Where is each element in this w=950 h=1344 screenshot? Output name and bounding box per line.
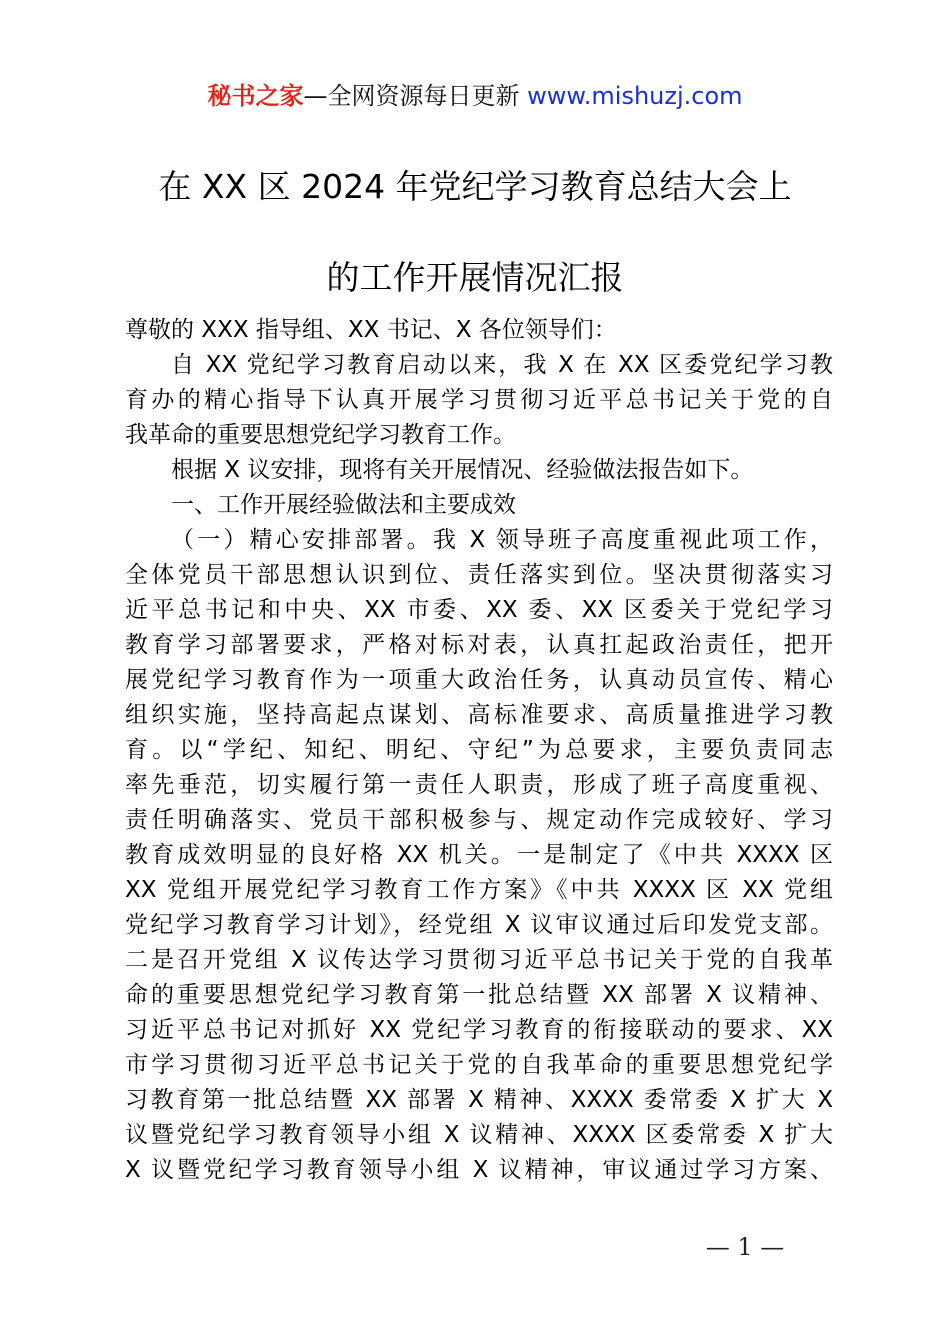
paragraph-line: 展党纪学习教育作为一项重大政治任务，认真动员宣传、精心 (125, 667, 833, 693)
paragraph-line: 近平总书记和中央、XX 市委、XX 委、XX 区委关于党纪学习 (125, 597, 833, 623)
header-tagline: —全网资源每日更新 (303, 82, 528, 110)
paragraph-line: （一）精心安排部署。我 X 领导班子高度重视此项工作， (171, 527, 833, 553)
paragraph-line: XX 党组开展党纪学习教育工作方案》《中共 XXXX 区 XX 党组 (125, 877, 833, 903)
site-url-link[interactable]: www.mishuzj.com (527, 82, 743, 110)
paragraph-line: 育。以“学纪、知纪、明纪、守纪”为总要求，主要负责同志 (125, 737, 833, 763)
paragraph-line: 市学习贯彻习近平总书记关于党的自我革命的重要思想党纪学 (125, 1052, 833, 1078)
paragraph-line: 组织实施，坚持高起点谋划、高标准要求、高质量推进学习教 (125, 702, 833, 728)
paragraph-line: 二是召开党组 X 议传达学习贯彻习近平总书记关于党的自我革 (125, 947, 833, 973)
paragraph-line: 议暨党纪学习教育领导小组 X 议精神、XXXX 区委常委 X 扩大 (125, 1122, 833, 1148)
paragraph-line: 党纪学习教育学习计划》，经党组 X 议审议通过后印发党支部。 (125, 912, 833, 938)
brand-name: 秘书之家 (207, 82, 304, 110)
paragraph-line: 育办的精心指导下认真开展学习贯彻习近平总书记关于党的自 (125, 387, 833, 413)
paragraph-line: 习教育第一批总结暨 XX 部署 X 精神、XXXX 委常委 X 扩大 X (125, 1087, 833, 1113)
page-number: — 1 — (705, 1233, 785, 1261)
section-heading: 一、工作开展经验做法和主要成效 (171, 492, 516, 518)
paragraph-line: 率先垂范，切实履行第一责任人职责，形成了班子高度重视、 (125, 772, 833, 798)
document-title-line-2: 的工作开展情况汇报 (326, 258, 624, 297)
paragraph-line: X 议暨党纪学习教育领导小组 X 议精神，审议通过学习方案、 (125, 1157, 833, 1183)
paragraph-line: 根据 X 议安排，现将有关开展情况、经验做法报告如下。 (171, 457, 754, 483)
paragraph-line: 全体党员干部思想认识到位、责任落实到位。坚决贯彻落实习 (125, 562, 833, 588)
paragraph-line: 教育学习部署要求，严格对标对表，认真扛起政治责任，把开 (125, 632, 833, 658)
paragraph-line: 教育成效明显的良好格 XX 机关。一是制定了《中共 XXXX 区 (125, 842, 833, 868)
site-header (0, 78, 950, 114)
paragraph-line: 责任明确落实、党员干部积极参与、规定动作完成较好、学习 (125, 807, 833, 833)
paragraph-line: 习近平总书记对抓好 XX 党纪学习教育的衔接联动的要求、XX (125, 1017, 833, 1043)
paragraph-line: 命的重要思想党纪学习教育第一批总结暨 XX 部署 X 议精神、 (125, 982, 833, 1008)
document-title-line-1: 在 XX 区 2024 年党纪学习教育总结大会上 (158, 167, 792, 206)
document-body (125, 313, 833, 1188)
paragraph-line: 我革命的重要思想党纪学习教育工作。 (125, 422, 516, 448)
paragraph-line: 自 XX 党纪学习教育启动以来，我 X 在 XX 区委党纪学习教 (171, 352, 833, 378)
salutation: 尊敬的 XXX 指导组、XX 书记、X 各位领导们： (125, 317, 617, 343)
